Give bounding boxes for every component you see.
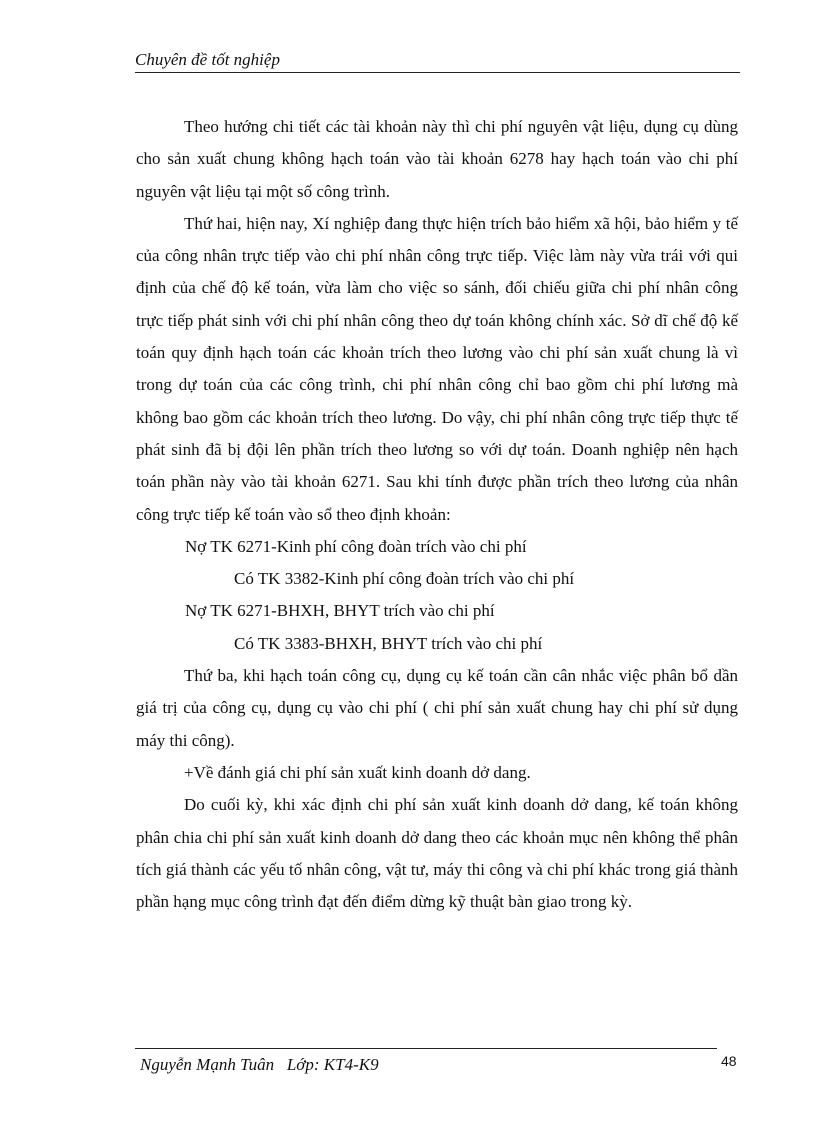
page-number: 48 [721,1053,737,1069]
paragraph-1: Theo hướng chi tiết các tài khoản này thì chi phí nguyên vật liệu, dụng cụ dùng cho sản xuất chung không hạch toán vào tài khoản 6278 hay hạch toán vào chi phí nguyên vật liệu tại một số công trình. [136,117,738,201]
journal-entry-credit-1: Có TK 3382-Kinh phí công đoàn trích vào chi phí [234,569,575,589]
page-header-title: Chuyên đề tốt nghiệp [135,50,740,73]
journal-entry-debit-2: Nợ TK 6271-BHXH, BHYT trích vào chi phí [185,601,495,621]
footer-author-class: Nguyễn Mạnh Tuân Lớp: KT4-K9 [140,1055,379,1074]
document-body [136,111,738,918]
paragraph-3: Thứ ba, khi hạch toán công cụ, dụng cụ kế toán cần cân nhắc việc phân bổ dần giá trị của công cụ, dụng cụ vào chi phí ( chi phí sản xuất chung hay chi phí sử dụng máy thi công). [136,666,738,750]
footer-divider [135,1048,717,1049]
journal-entry-credit-2: Có TK 3383-BHXH, BHYT trích vào chi phí [234,633,543,653]
journal-entry-debit-1: Nợ TK 6271-Kinh phí công đoàn trích vào chi phí [185,536,527,556]
paragraph-2: Thứ hai, hiện nay, Xí nghiệp đang thực hiện trích bảo hiểm xã hội, bảo hiểm y tế của công nhân trực tiếp vào chi phí nhân công trực tiếp. Việc làm này vừa trái với qui định của chế độ kế toán, vừa làm cho việc so sánh, đối chiếu giữa chi phí nhân công trực tiếp phát sinh với chi phí nhân công theo dự toán không chính xác. Sở dĩ chế độ kế toán quy định hạch toán các khoản trích theo lương vào chi phí sản xuất chung là vì trong dự toán của các công trình, chi phí nhân công chỉ bao gồm chi phí lương mà không bao gồm các khoản trích theo lương. Do vậy, chi phí nhân công trực tiếp thực tế phát sinh đã bị đội lên phần trích theo lương so với dự toán. Doanh nghiệp nên hạch toán phần này vào tài khoản 6271. Sau khi tính được phần trích theo lương của nhân công trực tiếp kế toán vào sổ theo định khoản: [136,213,738,524]
paragraph-4: +Về đánh giá chi phí sản xuất kinh doanh dở dang. [184,762,531,782]
paragraph-5: Do cuối kỳ, khi xác định chi phí sản xuất kinh doanh dở dang, kế toán không phân chia chi phí sản xuất kinh doanh dở dang theo các khoản mục nên không thể phân tích giá thành các yếu tố nhân công, vật tư, máy thi công và chi phí khác trong giá thành phần hạng mục công trình đạt đến điểm dừng kỹ thuật bàn giao trong kỳ. [136,795,738,912]
